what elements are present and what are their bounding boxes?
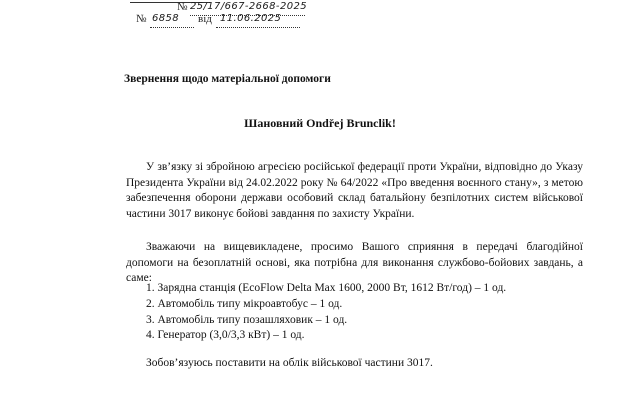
out-number-rule [150, 27, 194, 28]
letter-subject: Звернення щодо матеріальної допомоги [124, 73, 331, 85]
reg-number-prefix: № [177, 1, 188, 13]
paragraph-context: У зв’язку зі збройною агресією російської федерації проти України, відповідно до Указу Президента України від 24.02.2022 року № 64/2022 «Про введення воєнного стану», з метою забезпечення оборони держави особовий склад батальйону безпілотних систем військової частини 3017 виконує бойові завдання по захисту України. [126, 161, 583, 220]
out-number: 6858 [152, 13, 180, 24]
list-item: 3. Автомобіль типу позашляховик – 1 од. [146, 313, 348, 326]
salutation: Шановний Ondřej Brunclik! [244, 116, 396, 130]
date-rule [216, 27, 300, 28]
out-date: 11.06.2025 [220, 13, 282, 24]
closing-statement: Зобов’язуюсь поставити на облік військової частини 3017. [146, 357, 433, 369]
list-item: 4. Генератор (3,0/3,3 кВт) – 1 од. [146, 329, 305, 342]
requested-items-list [146, 281, 506, 344]
list-item: 1. Зарядна станція (EcoFlow Delta Max 1600, 2000 Вт, 1612 Вт/год) – 1 од. [146, 282, 507, 294]
out-number-prefix: № [136, 13, 147, 25]
list-item: 2. Автомобіль типу мікроавтобус – 1 од. [146, 297, 343, 310]
paragraph-request: Зважаючи на вищевикладене, просимо Вашого сприяння в передачі благодійної допомоги на безоплатній основі, яка потрібна для виконання службово-бойових завдань, а саме: [126, 241, 583, 285]
date-prefix: від [198, 13, 212, 25]
reg-number: 25/17/667-2668-2025 [190, 1, 307, 12]
